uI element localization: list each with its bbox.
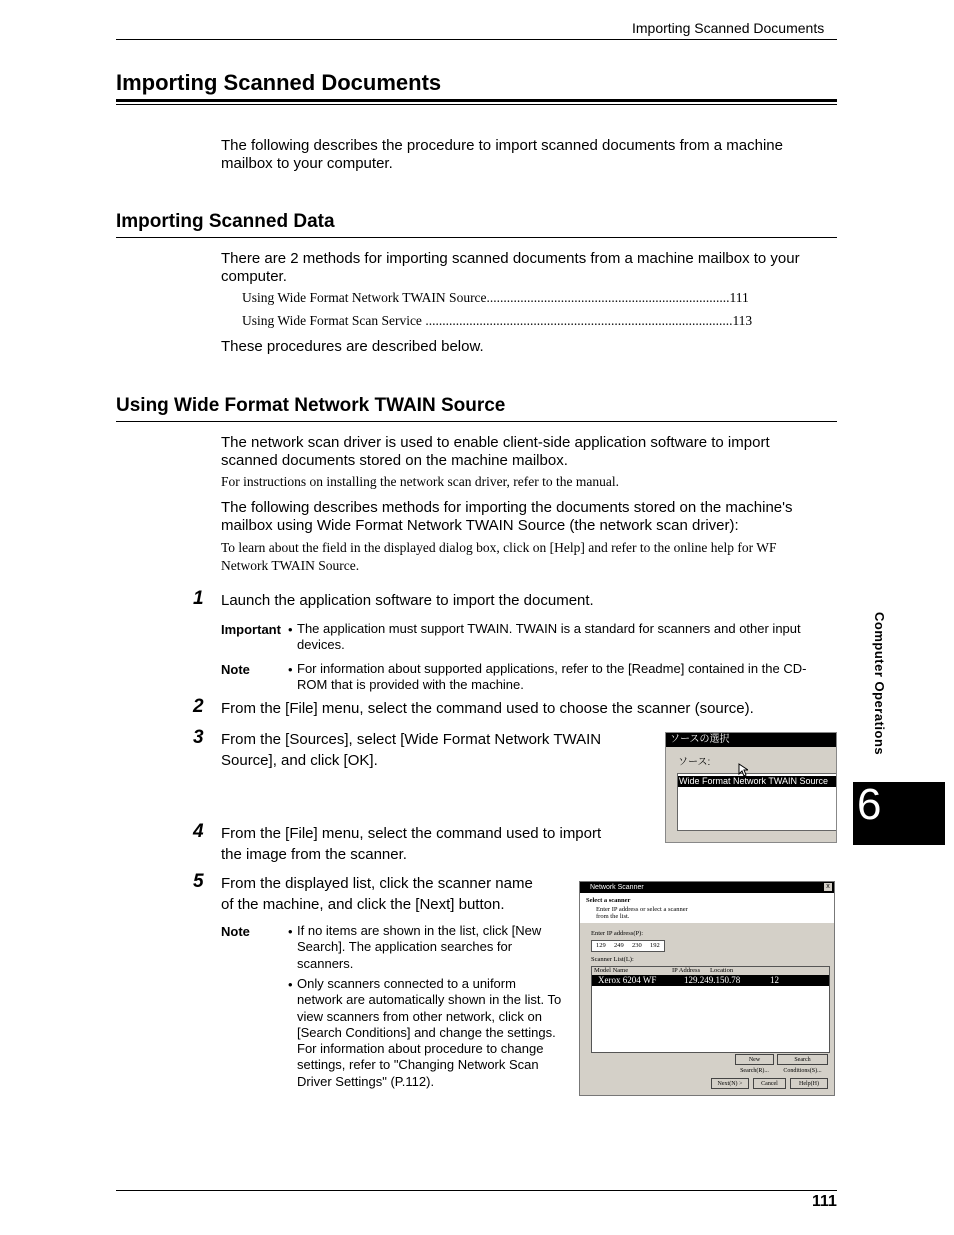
note-text: For information about supported applications, refer to the [Readme] contained in the CD- ROM that is provided with the machine.: [297, 661, 807, 693]
new-search-button[interactable]: New Search(R)...: [735, 1054, 774, 1065]
cancel-button[interactable]: Cancel: [753, 1078, 786, 1089]
section2-rule: [116, 421, 837, 422]
bullet: •: [288, 924, 293, 939]
section2-paragraph1: The network scan driver is used to enable client-side application software to import scanned documents stored on the machine mailbox.: [221, 434, 770, 469]
section1-after: These procedures are described below.: [221, 338, 484, 355]
toc-leader: ...........................................................................................: [421, 313, 733, 328]
source-label: ソース:: [678, 757, 711, 768]
ip-address-field[interactable]: 129 249 230 192: [591, 940, 665, 952]
step-number: 1: [193, 588, 204, 609]
important-text: The application must support TWAIN. TWAIN is a standard for scanners and other input devices.: [297, 621, 801, 653]
next-button[interactable]: Next(N) >: [711, 1078, 749, 1089]
dialog-titlebar: ソースの選択: [666, 733, 836, 747]
network-scanner-dialog-screenshot: [579, 881, 835, 1096]
step-text: From the displayed list, click the scanner name of the machine, and click the [Next] button.: [221, 875, 533, 913]
source-list[interactable]: [677, 773, 837, 831]
scanner-list-label: Scanner List(L):: [591, 956, 634, 963]
step-text: From the [File] menu, select the command used to choose the scanner (source).: [221, 700, 754, 717]
scanner-list-row[interactable]: Xerox 6204 WF 129.249.150.78 12: [592, 975, 829, 986]
scanner-list[interactable]: [591, 966, 830, 1053]
bullet: •: [288, 622, 293, 637]
step-number: 5: [193, 871, 204, 892]
source-list-item-selected[interactable]: Wide Format Network TWAIN Source: [678, 776, 837, 787]
header-rule: [116, 39, 837, 40]
chapter-number: 6: [857, 780, 882, 829]
bullet: •: [288, 977, 293, 992]
step-text: Launch the application software to import the document.: [221, 592, 594, 609]
chapter-side-title: Computer Operations: [872, 612, 887, 756]
page-title: Importing Scanned Documents: [116, 70, 442, 95]
section1-rule: [116, 237, 837, 238]
scanner-list-header: Model Name IP Address Location: [592, 967, 829, 976]
select-source-dialog-screenshot: [665, 732, 837, 843]
cursor-icon: [738, 763, 748, 777]
note-bullet-text: Only scanners connected to a uniform network are automatically shown in the list. To view scanners from other network, click on [Search Conditions] and change the settings. For information about procedure to change settings, refer to "Changing Network Scan Driver Settings" (P.112).: [297, 976, 562, 1089]
help-button[interactable]: Help(H): [790, 1078, 828, 1089]
toc-entry-scan-service[interactable]: Using Wide Format Scan Service ...........................................................................................113: [242, 313, 753, 328]
footer-rule: [116, 1190, 837, 1191]
close-icon[interactable]: x: [824, 883, 832, 891]
note-label: Note: [221, 662, 250, 677]
title-rule-thick: [116, 99, 837, 102]
title-rule-thin: [116, 104, 837, 105]
step-text: From the [Sources], select [Wide Format Network TWAIN Source], and click [OK].: [221, 731, 602, 769]
bullet: •: [288, 662, 293, 677]
section-heading-importing-scanned-data: Importing Scanned Data: [116, 211, 335, 232]
important-label: Important: [221, 622, 281, 637]
section2-note2: To learn about the field in the displayed dialog box, click on [Help] and refer to the online help for WF Network TWAIN Source.: [221, 540, 777, 573]
ip-label: Enter IP address(P):: [591, 930, 644, 937]
page-number: 111: [812, 1193, 837, 1210]
step-number: 3: [193, 727, 204, 748]
chapter-tab: [853, 782, 945, 845]
dialog-titlebar: Network Scanner x: [580, 882, 834, 893]
step-number: 4: [193, 821, 204, 842]
section2-note1: For instructions on installing the network scan driver, refer to the manual.: [221, 474, 619, 489]
step-text: From the [File] menu, select the command used to import the image from the scanner.: [221, 825, 602, 863]
section-heading-twain-source: Using Wide Format Network TWAIN Source: [116, 395, 506, 416]
section1-paragraph: There are 2 methods for importing scanned documents from a machine mailbox to your computer.: [221, 250, 800, 285]
note-label: Note: [221, 924, 250, 939]
running-header: Importing Scanned Documents: [632, 20, 825, 36]
dialog-header: Select a scanner Enter IP address or select a scanner from the list.: [580, 893, 834, 923]
section2-paragraph2: The following describes methods for importing the documents stored on the machine's mailbox using Wide Format Network TWAIN Source (the network scan driver):: [221, 499, 793, 534]
step-number: 2: [193, 696, 204, 717]
note-bullet-text: If no items are shown in the list, click [New Search]. The application searches for scanners.: [297, 923, 542, 971]
toc-leader: ........................................................................: [486, 290, 730, 305]
intro-paragraph: The following describes the procedure to import scanned documents from a machine mailbox to your computer.: [221, 137, 783, 172]
toc-entry-twain[interactable]: Using Wide Format Network TWAIN Source........................................................................111: [242, 290, 749, 305]
search-conditions-button[interactable]: Search Conditions(S)...: [777, 1054, 828, 1065]
